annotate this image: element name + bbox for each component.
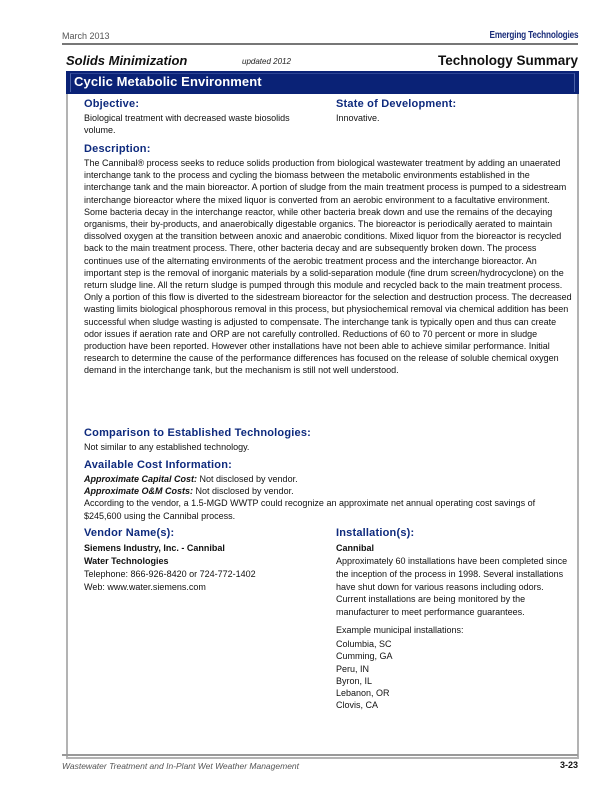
comparison-section [84, 427, 574, 453]
header-section: Emerging Technologies [489, 30, 578, 41]
document-type: Technology Summary [437, 53, 578, 68]
state-section [336, 98, 580, 124]
location-item: Peru, IN [336, 663, 370, 674]
footer-title: Wastewater Treatment and In-Plant Wet Weather Management [62, 761, 300, 771]
page-title: Cyclic Metabolic Environment [74, 74, 262, 89]
description-text: The Cannibal® process seeks to reduce solids production from biological wastewater treatment by adding an unaerated interchange tank to the process and cycling the biomass between the metabolic environments established in the interchange tank and the main bioreactor. A portion of sludge from the main treatment process is pumped to a sidestream interchange bioreactor where the mixed liquor is converted from an aerobic environment to a facultative environment. Some bacteria decay in the interchange reactor, while other bacteria break down and use the remains of the decaying organisms, their by-products, and anaerobically digestable organics. The bioreactor is periodically aerated to maintain dissolved oxygen at the transition between anoxic and anaerobic conditions. Mixed liquor from the bioreactor is recycled back to the main treatment process. There, other bacteria decay and are subsequently broken down. The process continues use of the alternating environments of the aerobic treatment process and the interchange bioreactor. An important step is the removal of inorganic materials by a solid-separation module (fine drum screen/hydrocyclone) on the return sludge line. All the return sludge is pumped through this module and recycled back to the main treatment process. Only a portion of this flow is diverted to the sidestream bioreactor for the selection and destruction process. The decreased wasting limits biological phosphorous removal in this process, but physiochemical removal via chemical addition has been successful when sludge wasting is adjusted to compensate. The interchange tank is typically open and thus can create odor issues if aeration rate and ORP are not carefully controlled. Reductions of 60 to 70 percent or more in sludge production have been reported. However other installations have not been able to achieve similar performance. Initial research to determine the cause of the performance differences has focused on the release of soluble chemical oxygen demand in the interchange tank, but the mechanism is still not well understood. [84, 158, 572, 376]
cost-section [84, 459, 574, 522]
cost-note: According to the vendor, a 1.5-MGD WWTP could recognize an approximate net annual operating cost savings of $245,600 using the Cannibal process. [84, 498, 536, 521]
capital-cost-value: Not disclosed by vendor. [197, 474, 298, 484]
comparison-text: Not similar to any established technology. [84, 442, 250, 452]
vendor-name-line2: Water Technologies [84, 556, 169, 566]
location-item: Columbia, SC [336, 639, 392, 650]
location-item: Lebanon, OR [336, 688, 390, 698]
vendor-web[interactable]: Web: www.water.siemens.com [84, 582, 206, 592]
header-date: March 2013 [62, 31, 110, 41]
examples-label: Example municipal installations: [336, 624, 464, 635]
installations-text: Approximately 60 installations have been completed since the inception of the process in 1998. Several installations have shut down for various reasons including odors. Current installations are being monitored by the manufacturer to meet performance guarantees. [336, 556, 568, 618]
location-item: Cumming, GA [336, 651, 393, 662]
title-bar [66, 71, 579, 94]
description-heading: Description: [84, 143, 151, 155]
objective-text: Biological treatment with decreased waste biosolids volume. [84, 113, 290, 136]
state-heading: State of Development: [336, 98, 457, 110]
objective-state-row [84, 98, 580, 140]
installations-section [336, 527, 580, 711]
objective-section [84, 98, 329, 136]
om-cost-value: Not disclosed by vendor. [193, 486, 294, 497]
comparison-heading: Comparison to Established Technologies: [84, 427, 312, 439]
vendor-section [84, 527, 329, 594]
om-cost-label: Approximate O&M Costs: [84, 486, 194, 497]
vendor-heading: Vendor Name(s): [84, 527, 175, 539]
locations-list [336, 638, 580, 711]
footer-divider [62, 754, 578, 756]
vendor-installations-row [84, 527, 580, 752]
om-cost-line [84, 485, 574, 497]
description-section [84, 143, 574, 377]
location-item: Byron, IL [336, 675, 373, 686]
vendor-telephone: Telephone: 866-926-8420 or 724-772-1402 [84, 569, 256, 579]
category-label: Solids Minimization [66, 53, 188, 68]
installations-product: Cannibal [336, 543, 375, 553]
capital-cost-label: Approximate Capital Cost: [84, 474, 198, 484]
state-text: Innovative. [336, 113, 380, 123]
sub-header [66, 53, 578, 69]
installations-heading: Installation(s): [336, 527, 415, 539]
capital-cost-line [84, 473, 574, 485]
objective-heading: Objective: [84, 98, 140, 110]
page-number: 3-23 [559, 760, 578, 770]
location-item: Clovis, CA [336, 700, 379, 711]
vendor-name-line1: Siemens Industry, Inc. - Cannibal [84, 543, 225, 553]
cost-heading: Available Cost Information: [84, 459, 233, 471]
summary-box [66, 71, 579, 759]
updated-label: updated 2012 [242, 57, 291, 66]
header-divider [62, 43, 578, 45]
page-header [62, 28, 578, 44]
